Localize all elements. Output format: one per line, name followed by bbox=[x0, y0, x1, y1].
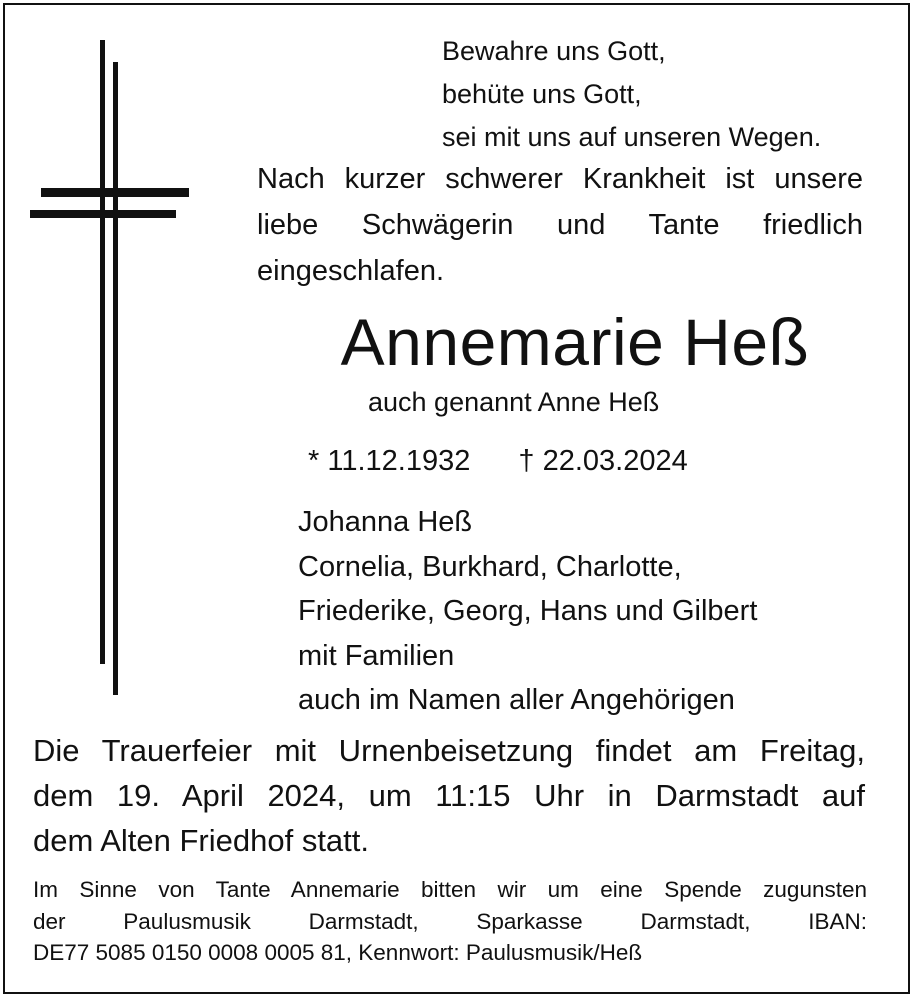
intro-line: Nach kurzer schwerer Krankheit ist unsere bbox=[257, 163, 863, 195]
intro-text bbox=[257, 156, 863, 294]
mourner-line: Friederike, Georg, Hans und Gilbert bbox=[298, 595, 758, 627]
mourner-line: auch im Namen aller Angehörigen bbox=[298, 684, 735, 716]
death-date: † 22.03.2024 bbox=[518, 445, 688, 477]
deceased-alias: auch genannt Anne Heß bbox=[368, 387, 660, 417]
deceased-name: Annemarie Heß bbox=[340, 305, 810, 379]
intro-line: liebe Schwägerin und Tante friedlich bbox=[257, 209, 863, 241]
service-line: Die Trauerfeier mit Urnenbeisetzung findet am Freitag, bbox=[33, 733, 865, 768]
mourner-line: mit Familien bbox=[298, 639, 455, 672]
service-line: dem 19. April 2024, um 11:15 Uhr in Darmstadt auf bbox=[33, 778, 865, 813]
intro-line: eingeschlafen. bbox=[257, 255, 445, 287]
service-info bbox=[33, 728, 865, 863]
birth-date: * 11.12.1932 bbox=[308, 445, 471, 477]
motto-line: Bewahre uns Gott, bbox=[442, 36, 666, 66]
motto bbox=[442, 30, 821, 159]
donation-line: DE77 5085 0150 0008 0005 81, Kennwort: Paulusmusik/Heß bbox=[33, 940, 643, 965]
mourner-line: Cornelia, Burkhard, Charlotte, bbox=[298, 550, 682, 583]
motto-line: behüte uns Gott, bbox=[442, 79, 642, 109]
donation-line: Im Sinne von Tante Annemarie bitten wir um eine Spende zugunsten bbox=[33, 877, 867, 902]
donation-line: der Paulusmusik Darmstadt, Sparkasse Darmstadt, IBAN: bbox=[33, 908, 867, 934]
mourners-list bbox=[298, 500, 757, 723]
service-line: dem Alten Friedhof statt. bbox=[33, 823, 370, 858]
donation-info bbox=[33, 874, 867, 969]
mourner-line: Johanna Heß bbox=[298, 506, 473, 538]
life-dates bbox=[308, 438, 688, 484]
motto-line: sei mit uns auf unseren Wegen. bbox=[442, 122, 822, 152]
